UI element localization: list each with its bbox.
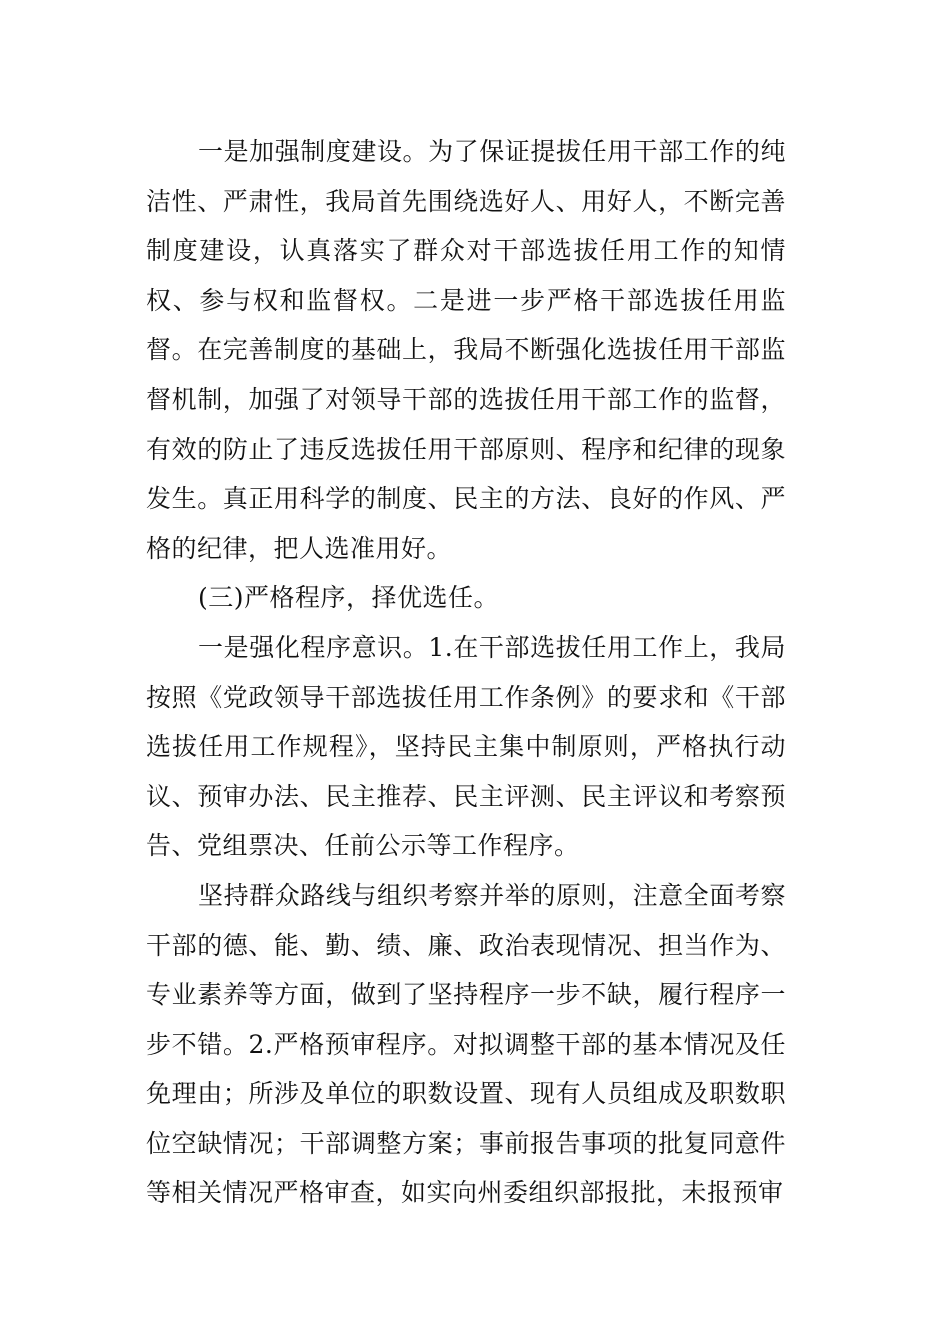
paragraph-mass-line: 坚持群众路线与组织考察并举的原则，注意全面考察干部的德、能、勤、绩、廉、政治表现情况、担当作为、专业素养等方面，做到了坚持程序一步不缺，履行程序一步不错。2.严格预审程序。对拟调整干部的基本情况及任免理由；所涉及单位的职数设置、现有人员组成及职数职位空缺情况；干部调整方案；事前报告事项的批复同意件等相关情况严格审查，如实向州委组织部报批，未报预审 — [146, 880, 786, 1208]
paragraph-system-building: 一是加强制度建设。为了保证提拔任用干部工作的纯洁性、严肃性，我局首先围绕选好人、用好人，不断完善制度建设，认真落实了群众对干部选拔任用工作的知情权、参与权和监督权。二是进一步严格干部选拔任用监督。在完善制度的基础上，我局不断强化选拔任用干部监督机制，加强了对领导干部的选拔任用干部工作的监督，有效的防止了违反选拔任用干部原则、程序和纪律的现象发生。真正用科学的制度、民主的方法、良好的作风、严格的纪律，把人选准用好。 — [146, 137, 786, 563]
document-body — [146, 127, 786, 1218]
paragraph-section-heading: (三)严格程序，择优选任。 — [198, 583, 500, 613]
paragraph-procedure-awareness: 一是强化程序意识。1.在干部选拔任用工作上，我局按照《党政领导干部选拔任用工作条例》的要求和《干部选拔任用工作规程》，坚持民主集中制原则，严格执行动议、预审办法、民主推荐、民主评测、民主评议和考察预告、党组票决、任前公示等工作程序。 — [146, 632, 786, 861]
